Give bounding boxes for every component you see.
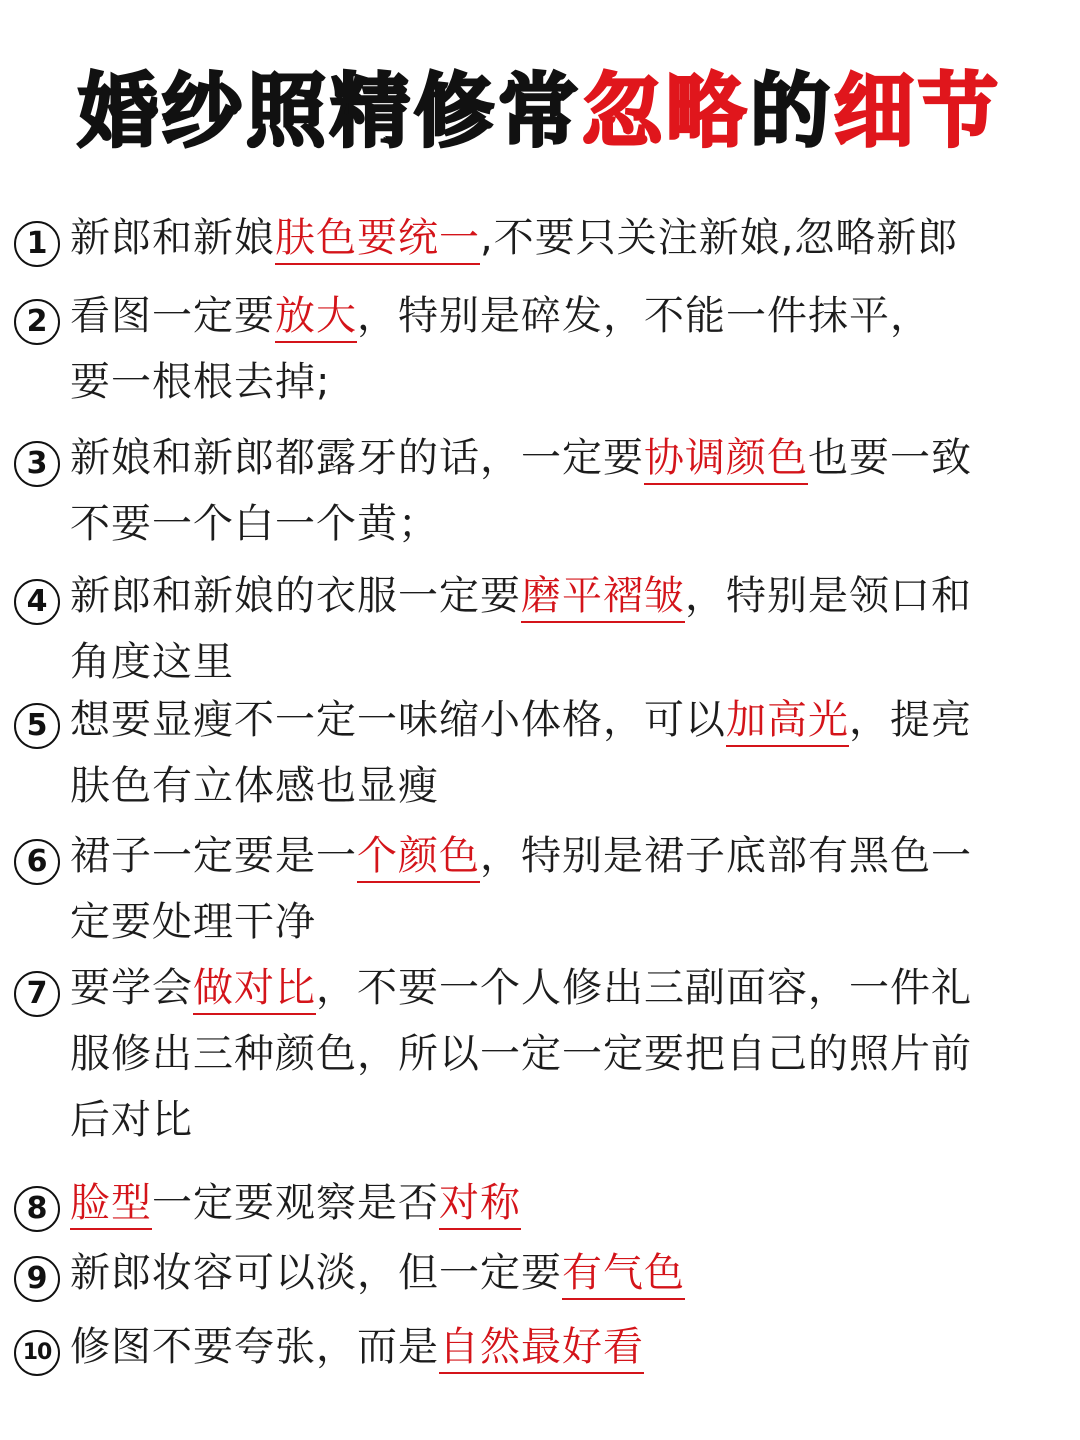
item-text — [70, 205, 1070, 271]
highlighted-phrase: 加高光 — [726, 697, 849, 747]
text-segment: 要一根根去掉; — [70, 359, 331, 405]
item-text-line — [70, 205, 1070, 271]
highlighted-phrase: 做对比 — [193, 965, 316, 1015]
item-text-line — [70, 687, 1070, 753]
text-segment: 新郎妆容可以淡，但一定要 — [70, 1250, 562, 1296]
title-part-4: 细节 — [834, 65, 1002, 158]
highlighted-phrase: 自然最好看 — [439, 1324, 644, 1374]
highlighted-phrase: 对称 — [439, 1180, 521, 1230]
highlighted-phrase: 有气色 — [562, 1250, 685, 1300]
text-segment: 新娘和新郎都露牙的话，一定要 — [70, 435, 644, 481]
item-number-badge: 2 — [14, 299, 60, 345]
item-number-badge: 6 — [14, 839, 60, 885]
text-segment: 定要处理干净 — [70, 899, 316, 945]
text-segment: 也要一致 — [808, 435, 972, 481]
text-segment: 角度这里 — [70, 639, 234, 685]
item-text-line — [70, 753, 1070, 819]
text-segment: 肤色有立体感也显瘦 — [70, 763, 439, 809]
text-segment: ,不要只关注新娘,忽略新郎 — [480, 215, 959, 261]
text-segment: ，特别是裙子底部有黑色一 — [480, 833, 972, 879]
item-text-line — [70, 563, 1070, 629]
item-text-line — [70, 491, 1070, 557]
title-part-2: 忽略 — [582, 65, 750, 158]
text-segment: ，特别是领口和 — [685, 573, 972, 619]
text-segment: ，提亮 — [849, 697, 972, 743]
title-part-1: 婚纱照精修常 — [78, 65, 582, 158]
item-text-line — [70, 823, 1070, 889]
highlighted-phrase: 协调颜色 — [644, 435, 808, 485]
item-text-line — [70, 955, 1070, 1021]
text-segment: 要学会 — [70, 965, 193, 1011]
text-segment: 看图一定要 — [70, 293, 275, 339]
text-segment: 服修出三种颜色，所以一定一定要把自己的照片前 — [70, 1031, 972, 1077]
item-number-badge: 7 — [14, 971, 60, 1017]
text-segment: 新郎和新娘的衣服一定要 — [70, 573, 521, 619]
item-text-line — [70, 1087, 1070, 1153]
text-segment: 想要显瘦不一定一味缩小体格，可以 — [70, 697, 726, 743]
item-text — [70, 1240, 1070, 1306]
item-text-line — [70, 889, 1070, 955]
text-segment: ，不要一个人修出三副面容，一件礼 — [316, 965, 972, 1011]
highlighted-phrase: 放大 — [275, 293, 357, 343]
item-number-badge: 9 — [14, 1256, 60, 1302]
text-segment: ，特别是碎发，不能一件抹平， — [357, 293, 931, 339]
item-number-badge: 10 — [14, 1330, 60, 1376]
item-text — [70, 1170, 1070, 1236]
item-text-line — [70, 425, 1070, 491]
item-number-badge: 3 — [14, 441, 60, 487]
item-text — [70, 687, 1070, 819]
item-text — [70, 283, 1070, 415]
item-text-line — [70, 629, 1070, 695]
item-text-line — [70, 1021, 1070, 1087]
text-segment: 修图不要夸张，而是 — [70, 1324, 439, 1370]
item-number-badge: 8 — [14, 1186, 60, 1232]
item-text-line — [70, 1314, 1070, 1380]
item-text — [70, 425, 1070, 557]
item-text — [70, 563, 1070, 695]
item-text-line — [70, 1240, 1070, 1306]
item-number-badge: 5 — [14, 703, 60, 749]
item-text-line — [70, 349, 1070, 415]
item-text — [70, 823, 1070, 955]
item-text — [70, 1314, 1070, 1380]
highlighted-phrase: 个颜色 — [357, 833, 480, 883]
title-part-3: 的 — [750, 65, 834, 158]
highlighted-phrase: 脸型 — [70, 1180, 152, 1230]
text-segment: 不要一个白一个黄； — [70, 501, 439, 547]
text-segment: 后对比 — [70, 1097, 193, 1143]
text-segment: 裙子一定要是一 — [70, 833, 357, 879]
text-segment: 一定要观察是否 — [152, 1180, 439, 1226]
item-text-line — [70, 283, 1070, 349]
text-segment: 新郎和新娘 — [70, 215, 275, 261]
item-text — [70, 955, 1070, 1153]
item-number-badge: 4 — [14, 579, 60, 625]
highlighted-phrase: 磨平褶皱 — [521, 573, 685, 623]
item-number-badge: 1 — [14, 221, 60, 267]
highlighted-phrase: 肤色要统一 — [275, 215, 480, 265]
item-text-line — [70, 1170, 1070, 1236]
